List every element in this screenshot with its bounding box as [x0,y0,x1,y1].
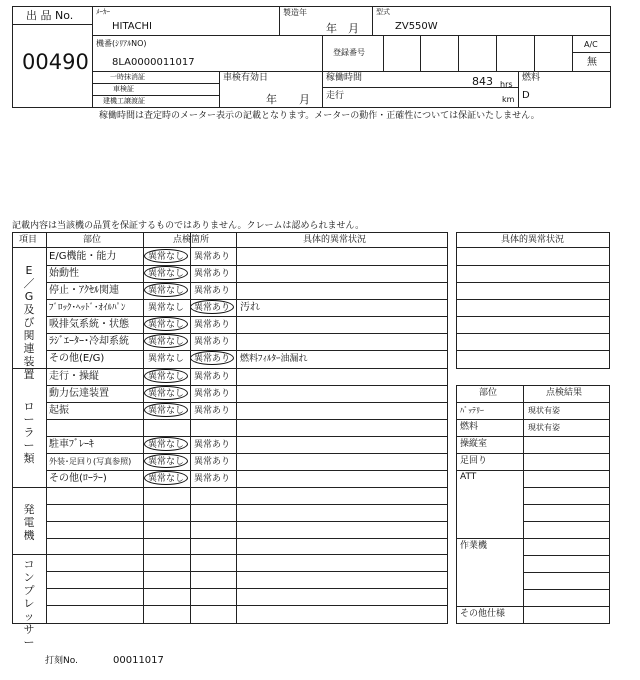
ng-label: 異常あり [194,354,231,364]
part-label: 走行・操縦 [49,371,99,382]
hours-value: 843 [472,75,493,88]
detail-text: 燃料ﾌｨﾙﾀｰ油漏れ [240,354,308,364]
ng-label: 異常あり [194,406,231,416]
part-label: 動力伝達装置 [49,388,109,399]
section-label-engine: E／G及び関連装置 [23,264,35,381]
stamp-value: 00011017 [113,655,164,666]
ng-label: 異常あり [194,286,231,296]
part-label: 吸排気系統・状態 [49,319,129,330]
ok-circle-mark [144,471,188,485]
inspection-label: 車検有効日 [223,73,269,83]
att-label: ATT [460,472,477,482]
ok-label: 異常なし [148,354,185,364]
section-label-compressor: コンプレッサー [23,558,35,649]
result-col-result: 点検結果 [546,388,583,398]
ng-label: 異常あり [194,320,231,330]
part-label: E/G機能・能力 [49,251,117,262]
ok-circle-mark [144,334,188,348]
part-label: その他(E/G) [49,353,105,364]
fuel-label: 燃料 [522,73,541,83]
result-col-part: 部位 [479,388,498,398]
stamp-label: 打刻No. [45,656,78,666]
detail-text: 汚れ [240,302,260,313]
ok-circle-mark [144,403,188,417]
ok-label: 異常なし [148,406,185,416]
km-unit: km [502,95,515,104]
ng-label: 異常あり [194,440,231,450]
lot-label: 出 品 No. [26,9,74,22]
ok-label: 異常なし [148,440,185,450]
maker-value: HITACHI [112,21,152,32]
result-value: 現状有姿 [528,406,560,415]
result-part: 操縦室 [460,439,488,449]
ac-value: 無 [587,57,597,68]
part-label: ﾗｼﾞｴｰﾀｰ･冷却系統 [49,336,129,347]
ok-circle-mark [144,283,188,297]
ok-label: 異常なし [148,269,185,279]
ng-label: 異常あり [194,457,231,467]
part-label: 始動性 [49,268,79,279]
disclaimer: 記載内容は当該機の品質を保証するものではありません。クレームは認められません。 [12,221,365,231]
ok-label: 異常なし [148,320,185,330]
fuel-value: D [522,90,530,101]
ok-label: 異常なし [148,303,185,313]
model-value: ZV550W [395,21,438,32]
result-part: 足回り [460,456,488,466]
hours-label: 稼働時間 [326,73,363,83]
ng-label: 異常あり [194,474,231,484]
right-detail-header: 具体的異常状況 [501,235,565,245]
part-label: 駐車ﾌﾞﾚｰｷ [49,439,94,450]
part-label: 外装･足回り(写真参照) [49,457,132,466]
ng-label: 異常あり [194,337,231,347]
col-check: 点検箇所 [173,235,210,245]
vehicle-cert-label: 車検証 [113,85,134,93]
ok-circle-mark [144,249,188,263]
part-label: 起振 [49,405,69,416]
ng-label: 異常あり [194,389,231,399]
ac-label: A/C [584,40,598,49]
ok-label: 異常なし [148,286,185,296]
ok-circle-mark [144,437,188,451]
col-part: 部位 [83,235,102,245]
ok-circle-mark [144,266,188,280]
registration-label: 登録番号 [333,48,365,57]
work-machine-label: 作業機 [460,541,488,551]
section-label-generator: 発電機 [23,503,35,542]
ng-circle-mark [190,300,234,314]
ok-circle-mark [144,369,188,383]
temp-cert-label: 一時抹消証 [110,73,145,81]
meter-note: 稼働時間は査定時のメーター表示の記載となります。メーターの動作・正確性については保証いたしません。 [99,111,540,121]
ng-label: 異常あり [194,269,231,279]
col-item: 項目 [19,235,38,245]
part-label: ﾌﾞﾛｯｸ･ﾍｯﾄﾞ･ｵｲﾙﾊﾟﾝ [49,303,126,313]
ok-circle-mark [144,454,188,468]
part-label: その他(ﾛｰﾗｰ) [49,473,107,484]
distance-label: 走行 [326,91,345,101]
construction-cert-label: 建機工譲渡証 [103,97,145,105]
ng-label: 異常あり [194,303,231,313]
inspection-unit: 年 月 [266,93,310,106]
result-part: ﾊﾞｯﾃﾘｰ [460,406,484,415]
ok-circle-mark [144,317,188,331]
model-label: 型式 [376,8,390,16]
ng-circle-mark [190,351,234,365]
year-unit: 年 月 [326,22,359,35]
ng-label: 異常あり [194,252,231,262]
ok-circle-mark [144,386,188,400]
ok-label: 異常なし [148,474,185,484]
ok-label: 異常なし [148,337,185,347]
ok-label: 異常なし [148,389,185,399]
other-spec-label: その他仕様 [460,609,506,619]
result-value: 現状有姿 [528,423,560,432]
col-detail: 具体的異常状況 [303,235,367,245]
serial-value: 8LA0000011017 [112,57,195,68]
ok-label: 異常なし [148,372,185,382]
part-label: 停止・ｱｸｾﾙ関連 [49,285,119,296]
section-label-roller: ローラー類 [23,400,35,465]
maker-label: ﾒｰｶｰ [96,8,110,16]
ok-label: 異常なし [148,457,185,467]
hours-unit: hrs [500,80,513,89]
serial-label: 機番(ｼﾘｱﾙNO) [96,39,147,48]
year-label: 製造年 [283,8,307,17]
lot-number: 00490 [22,50,89,74]
ng-label: 異常あり [194,372,231,382]
result-part: 燃料 [460,422,479,432]
ok-label: 異常なし [148,252,185,262]
